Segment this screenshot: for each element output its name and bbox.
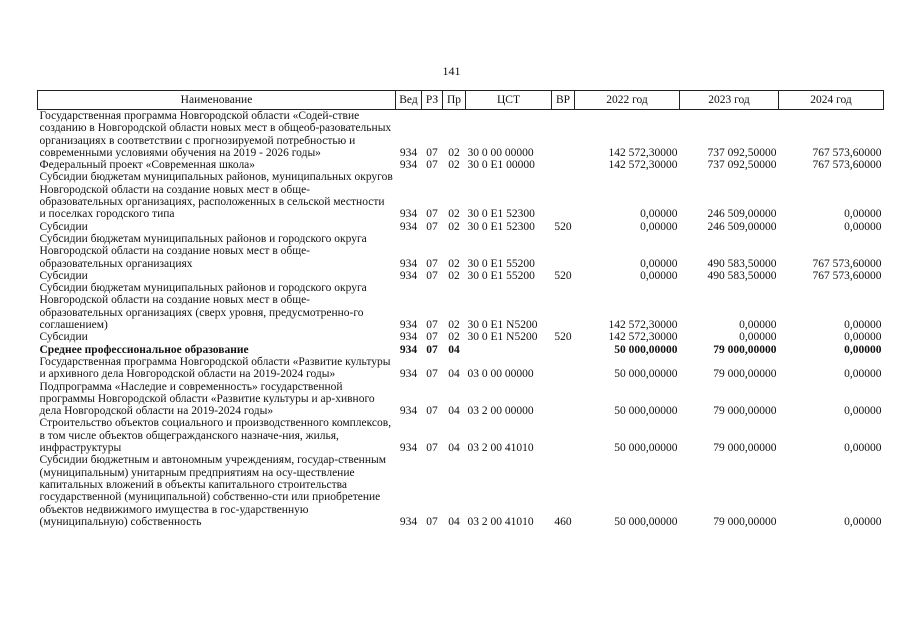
row-ved: 934 bbox=[399, 331, 418, 344]
row-rz: 07 bbox=[426, 515, 438, 528]
row-amount-2024: 0,00000 bbox=[844, 220, 882, 233]
row-vr: 520 bbox=[554, 331, 572, 344]
row-vr bbox=[552, 282, 575, 331]
row-ved: 934 bbox=[399, 269, 418, 282]
row-pr: 04 bbox=[448, 368, 460, 381]
row-name: Субсидии бюджетам муниципальных районов и городского округа Новгородской области на создание новых мест в обще-образовательных организациях bbox=[39, 232, 367, 270]
header-2024: 2024 год bbox=[779, 91, 884, 110]
row-amount-2022: 0,00000 bbox=[640, 257, 678, 270]
row-amount-2023: 0,00000 bbox=[739, 331, 777, 344]
row-amount-2024: 0,00000 bbox=[844, 319, 882, 332]
row-rz: 07 bbox=[426, 146, 438, 159]
row-cst: 30 0 Е1 00000 bbox=[467, 159, 535, 172]
row-name: Строительство объектов социального и производственного комплексов, в том числе объектов общегражданского назначе-ния, жилья, инфраструктуры bbox=[39, 417, 392, 455]
row-amount-2022: 50 000,00000 bbox=[614, 442, 678, 455]
row-rz: 07 bbox=[426, 343, 438, 356]
row-name: Подпрограмма «Наследие и современность» государственной программы Новгородской области «Развитие культуры и ар-хивного дела Новгородской области на 2019-2024 годы» bbox=[39, 380, 375, 418]
row-cst: 30 0 Е1 55200 bbox=[467, 257, 535, 270]
row-name: Субсидии бюджетам муниципальных районов, муниципальных округов Новгородской области на создание новых мест в обще-образовательных организациях, расположенных в сельской местности и поселках городского типа bbox=[39, 171, 393, 221]
row-name: Федеральный проект «Современная школа» bbox=[39, 159, 256, 172]
table-row bbox=[38, 381, 884, 418]
row-amount-2023: 246 509,00000 bbox=[707, 208, 777, 221]
row-amount-2024: 767 573,60000 bbox=[812, 257, 882, 270]
row-amount-2023: 246 509,00000 bbox=[707, 220, 777, 233]
row-amount-2024: 0,00000 bbox=[844, 343, 882, 356]
table-header-row bbox=[38, 91, 884, 110]
row-ved: 934 bbox=[399, 515, 418, 528]
row-vr: 520 bbox=[554, 220, 572, 233]
row-name: Субсидии bbox=[39, 220, 88, 233]
row-amount-2023: 79 000,00000 bbox=[713, 442, 777, 455]
row-rz: 07 bbox=[426, 269, 438, 282]
row-ved: 934 bbox=[399, 208, 418, 221]
row-amount-2023: 79 000,00000 bbox=[713, 405, 777, 418]
row-pr: 04 bbox=[448, 442, 460, 455]
row-name: Субсидии бюджетным и автономным учреждениям, государ-ственным (муниципальным) унитарным предприятиям на осу-ществление капитальных вложений в объекты капитального строительства государственной (муниципальной) собственно-сти или приобретение объектов недвижимого имущества в гос-ударственную (муниципальную) собственность bbox=[39, 454, 386, 528]
header-name: Наименование bbox=[38, 91, 396, 110]
row-pr: 02 bbox=[448, 319, 460, 332]
row-amount-2022: 50 000,00000 bbox=[614, 368, 678, 381]
row-amount-2024: 0,00000 bbox=[844, 331, 882, 344]
header-2022: 2022 год bbox=[575, 91, 680, 110]
table-row bbox=[38, 282, 884, 331]
page-number: 141 bbox=[442, 64, 461, 78]
row-ved: 934 bbox=[399, 368, 418, 381]
row-vr: 460 bbox=[554, 515, 572, 528]
budget-table bbox=[37, 90, 884, 528]
row-ved: 934 bbox=[399, 257, 418, 270]
row-amount-2023: 737 092,50000 bbox=[707, 146, 777, 159]
row-ved: 934 bbox=[399, 220, 418, 233]
table-row bbox=[38, 270, 884, 282]
row-cst: 30 0 Е1 N5200 bbox=[467, 319, 538, 332]
row-cst: 30 0 00 00000 bbox=[467, 146, 534, 159]
row-cst: 03 2 00 00000 bbox=[467, 405, 534, 418]
row-amount-2024: 0,00000 bbox=[844, 208, 882, 221]
row-pr: 04 bbox=[448, 343, 460, 356]
row-amount-2022: 0,00000 bbox=[640, 220, 678, 233]
row-rz: 07 bbox=[426, 368, 438, 381]
row-cst: 03 2 00 41010 bbox=[467, 515, 534, 528]
row-amount-2023: 79 000,00000 bbox=[713, 343, 777, 356]
table-row bbox=[38, 221, 884, 233]
row-pr: 02 bbox=[448, 159, 460, 172]
row-name: Среднее профессиональное образование bbox=[39, 343, 249, 356]
row-name: Субсидии bbox=[39, 269, 88, 282]
table-row bbox=[38, 171, 884, 220]
row-amount-2022: 142 572,30000 bbox=[608, 159, 678, 172]
row-pr: 04 bbox=[448, 515, 460, 528]
row-cst bbox=[466, 344, 552, 356]
header-rz: РЗ bbox=[422, 91, 443, 110]
row-amount-2022: 50 000,00000 bbox=[614, 515, 678, 528]
row-rz: 07 bbox=[426, 257, 438, 270]
row-cst: 30 0 Е1 N5200 bbox=[467, 331, 538, 344]
row-vr bbox=[552, 381, 575, 418]
row-cst: 03 2 00 41010 bbox=[467, 442, 534, 455]
header-cst: ЦСТ bbox=[466, 91, 552, 110]
row-vr bbox=[552, 159, 575, 171]
row-amount-2023: 490 583,50000 bbox=[707, 257, 777, 270]
row-name: Субсидии бюджетам муниципальных районов и городского округа Новгородской области на создание новых мест в обще-образовательных организациях (сверх уровня, предусмотренно-го соглашением) bbox=[39, 282, 367, 332]
row-amount-2024: 767 573,60000 bbox=[812, 269, 882, 282]
table-row bbox=[38, 356, 884, 381]
row-rz: 07 bbox=[426, 220, 438, 233]
row-vr: 520 bbox=[554, 269, 572, 282]
row-pr: 02 bbox=[448, 257, 460, 270]
row-ved: 934 bbox=[399, 146, 418, 159]
row-pr: 02 bbox=[448, 208, 460, 221]
row-amount-2023: 79 000,00000 bbox=[713, 515, 777, 528]
row-vr bbox=[552, 344, 575, 356]
row-amount-2024: 0,00000 bbox=[844, 368, 882, 381]
row-rz: 07 bbox=[426, 405, 438, 418]
row-amount-2022: 142 572,30000 bbox=[608, 319, 678, 332]
row-amount-2022: 142 572,30000 bbox=[608, 146, 678, 159]
row-amount-2024: 767 573,60000 bbox=[812, 159, 882, 172]
row-name: Субсидии bbox=[39, 331, 88, 344]
header-pr: Пр bbox=[443, 91, 466, 110]
row-name: Государственная программа Новгородской области «Содей-ствие созданию в Новгородской области новых мест в общеоб-разовательных организациях в соответствии с прогнозируемой потребностью и современными условиями обучения на 2019 - 2026 годы» bbox=[39, 110, 392, 159]
row-vr bbox=[552, 356, 575, 381]
row-ved: 934 bbox=[399, 405, 418, 418]
row-vr bbox=[552, 110, 575, 160]
row-pr: 02 bbox=[448, 220, 460, 233]
table-row bbox=[38, 159, 884, 171]
row-name: Государственная программа Новгородской области «Развитие культуры и архивного дела Новгородской области на 2019-2024 годы» bbox=[39, 355, 391, 381]
row-rz: 07 bbox=[426, 319, 438, 332]
table-row bbox=[38, 454, 884, 528]
row-pr: 02 bbox=[448, 331, 460, 344]
row-amount-2024: 0,00000 bbox=[844, 515, 882, 528]
row-cst: 30 0 Е1 52300 bbox=[467, 220, 535, 233]
table-row bbox=[38, 110, 884, 160]
row-cst: 30 0 Е1 52300 bbox=[467, 208, 535, 221]
row-rz: 07 bbox=[426, 208, 438, 221]
row-amount-2022: 0,00000 bbox=[640, 269, 678, 282]
row-amount-2023: 0,00000 bbox=[739, 319, 777, 332]
row-rz: 07 bbox=[426, 331, 438, 344]
row-amount-2023: 737 092,50000 bbox=[707, 159, 777, 172]
row-amount-2022: 0,00000 bbox=[640, 208, 678, 221]
row-amount-2022: 142 572,30000 bbox=[608, 331, 678, 344]
row-vr bbox=[552, 171, 575, 220]
row-cst: 03 0 00 00000 bbox=[467, 368, 534, 381]
row-ved: 934 bbox=[399, 319, 418, 332]
row-amount-2022: 50 000,00000 bbox=[614, 405, 678, 418]
row-ved: 934 bbox=[399, 343, 418, 356]
row-vr bbox=[552, 233, 575, 270]
row-pr: 04 bbox=[448, 405, 460, 418]
row-amount-2022: 50 000,00000 bbox=[614, 343, 678, 356]
row-amount-2024: 0,00000 bbox=[844, 442, 882, 455]
header-vr: ВР bbox=[552, 91, 575, 110]
row-rz: 07 bbox=[426, 159, 438, 172]
row-ved: 934 bbox=[399, 159, 418, 172]
table-row bbox=[38, 233, 884, 270]
table-row bbox=[38, 344, 884, 356]
row-amount-2024: 0,00000 bbox=[844, 405, 882, 418]
row-cst: 30 0 Е1 55200 bbox=[467, 269, 535, 282]
row-vr bbox=[552, 417, 575, 454]
header-2023: 2023 год bbox=[680, 91, 779, 110]
row-pr: 02 bbox=[448, 269, 460, 282]
row-pr: 02 bbox=[448, 146, 460, 159]
row-amount-2024: 767 573,60000 bbox=[812, 146, 882, 159]
table-body bbox=[38, 110, 884, 529]
header-ved: Вед bbox=[396, 91, 422, 110]
row-ved: 934 bbox=[399, 442, 418, 455]
row-rz: 07 bbox=[426, 442, 438, 455]
table-row bbox=[38, 331, 884, 343]
row-amount-2023: 490 583,50000 bbox=[707, 269, 777, 282]
table-row bbox=[38, 417, 884, 454]
row-amount-2023: 79 000,00000 bbox=[713, 368, 777, 381]
